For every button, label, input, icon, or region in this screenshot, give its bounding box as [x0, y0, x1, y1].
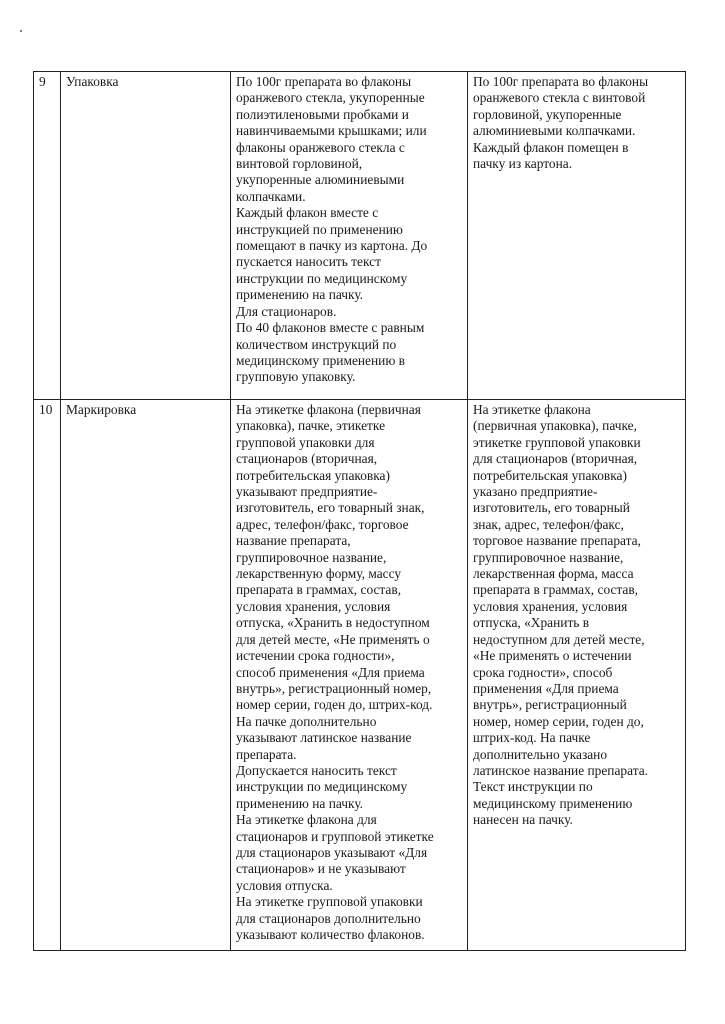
row-parameter-name: Маркировка	[61, 400, 231, 951]
row-parameter-name: Упаковка	[61, 72, 231, 400]
row-revised-text: На этикетке флакона (первичная упаковка), пачке, этикетке групповой упаковки для стационаров (вторичная, потребительская упаковка) указано предприятие- изготовитель, его товарный знак, адрес, телефон/факс, торговое название препарата, группировочное название, лекарственная форма, масса препарата в граммах, состав, условия хранения, условия отпуска, «Хранить в недоступном для детей месте, «Не применять о истечении срока годности», способ применения «Для приема внутрь», регистрационный номер, номер серии, годен до, штрих-код. На пачке дополнительно указано латинское название препарата. Текст инструкции по медицинскому применению нанесен на пачку.	[468, 400, 686, 951]
scan-speck	[20, 30, 22, 32]
table-row-labeling	[34, 400, 686, 951]
row-requirement-text: На этикетке флакона (первичная упаковка), пачке, этикетке групповой упаковки для стационаров (вторичная, потребительская упаковка) указывают предприятие- изготовитель, его товарный знак, адрес, телефон/факс, торговое название препарата, группировочное название, лекарственную форму, массу препарата в граммах, состав, условия хранения, условия отпуска, «Хранить в недоступном для детей месте, «Не применять о истечении срока годности», способ применения «Для приема внутрь», регистрационный номер, номер серии, годен до, штрих-код. На пачке дополнительно указывают латинское название препарата. Допускается наносить текст инструкции по медицинскому применению на пачку. На этикетке флакона для стационаров и групповой этикетке для стационаров указывают «Для стационаров» и не указывают условия отпуска. На этикетке групповой упаковки для стационаров дополнительно указывают количество флаконов.	[231, 400, 468, 951]
row-revised-text: По 100г препарата во флаконы оранжевого стекла с винтовой горловиной, укупоренные алюминиевыми колпачками. Каждый флакон помещен в пачку из картона.	[468, 72, 686, 400]
table-row-packaging	[34, 72, 686, 400]
row-number: 9	[34, 72, 61, 400]
row-number: 10	[34, 400, 61, 951]
specification-table	[33, 71, 686, 951]
row-requirement-text: По 100г препарата во флаконы оранжевого стекла, укупоренные полиэтиленовыми пробками и навинчиваемыми крышками; или флаконы оранжевого стекла с винтовой горловиной, укупоренные алюминиевыми колпачками. Каждый флакон вместе с инструкцией по применению помещают в пачку из картона. До пускается наносить текст инструкции по медицинскому применению на пачку. Для стационаров. По 40 флаконов вместе с равным количеством инструкций по медицинскому применению в групповую упаковку.	[231, 72, 468, 400]
